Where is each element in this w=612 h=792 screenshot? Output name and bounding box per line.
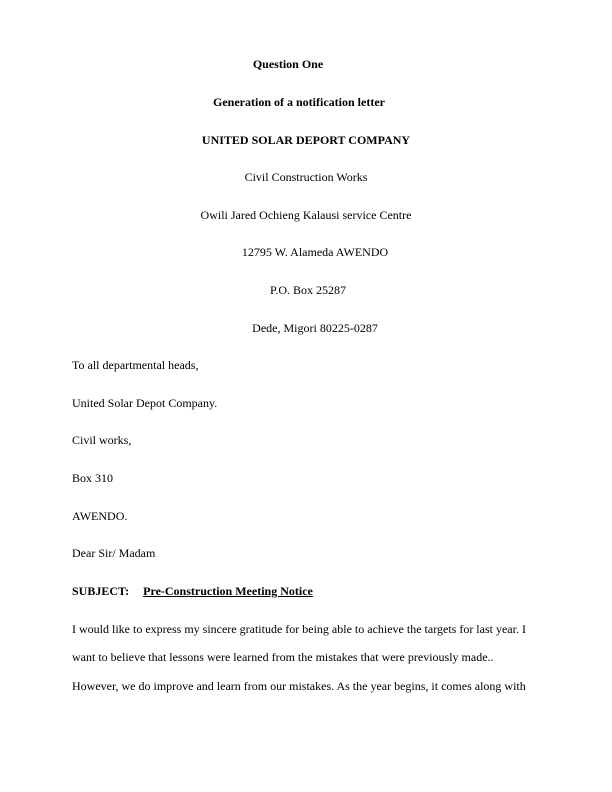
salutation: Dear Sir/ Madam — [72, 546, 156, 560]
body-line: I would like to express my sincere gratitude for being able to achieve the targets for last year. I — [72, 622, 526, 636]
recipient-line: AWENDO. — [72, 509, 128, 523]
department-name: Civil Construction Works — [244, 170, 368, 184]
recipient-line: To all departmental heads, — [72, 358, 199, 372]
subject-label: SUBJECT: — [72, 584, 130, 598]
recipient-line: Civil works, — [72, 433, 132, 447]
body-line: However, we do improve and learn from our mistakes. As the year begins, it comes along with — [72, 679, 526, 693]
subject-line — [72, 584, 313, 598]
task-title: Generation of a notification letter — [213, 95, 385, 109]
street-address: 12795 W. Alameda AWENDO — [241, 245, 389, 259]
city-postcode: Dede, Migori 80225-0287 — [252, 321, 378, 335]
sender-name: Owili Jared Ochieng Kalausi service Centre — [200, 208, 412, 222]
subject-title: Pre-Construction Meeting Notice — [143, 584, 313, 598]
po-box: P.O. Box 25287 — [269, 283, 346, 297]
company-name: UNITED SOLAR DEPORT COMPANY — [201, 133, 411, 147]
body-line: want to believe that lessons were learned from the mistakes that were previously made.. — [72, 650, 494, 664]
recipient-line: United Solar Depot Company. — [72, 396, 218, 410]
question-title: Question One — [252, 57, 324, 71]
recipient-line: Box 310 — [72, 471, 114, 485]
